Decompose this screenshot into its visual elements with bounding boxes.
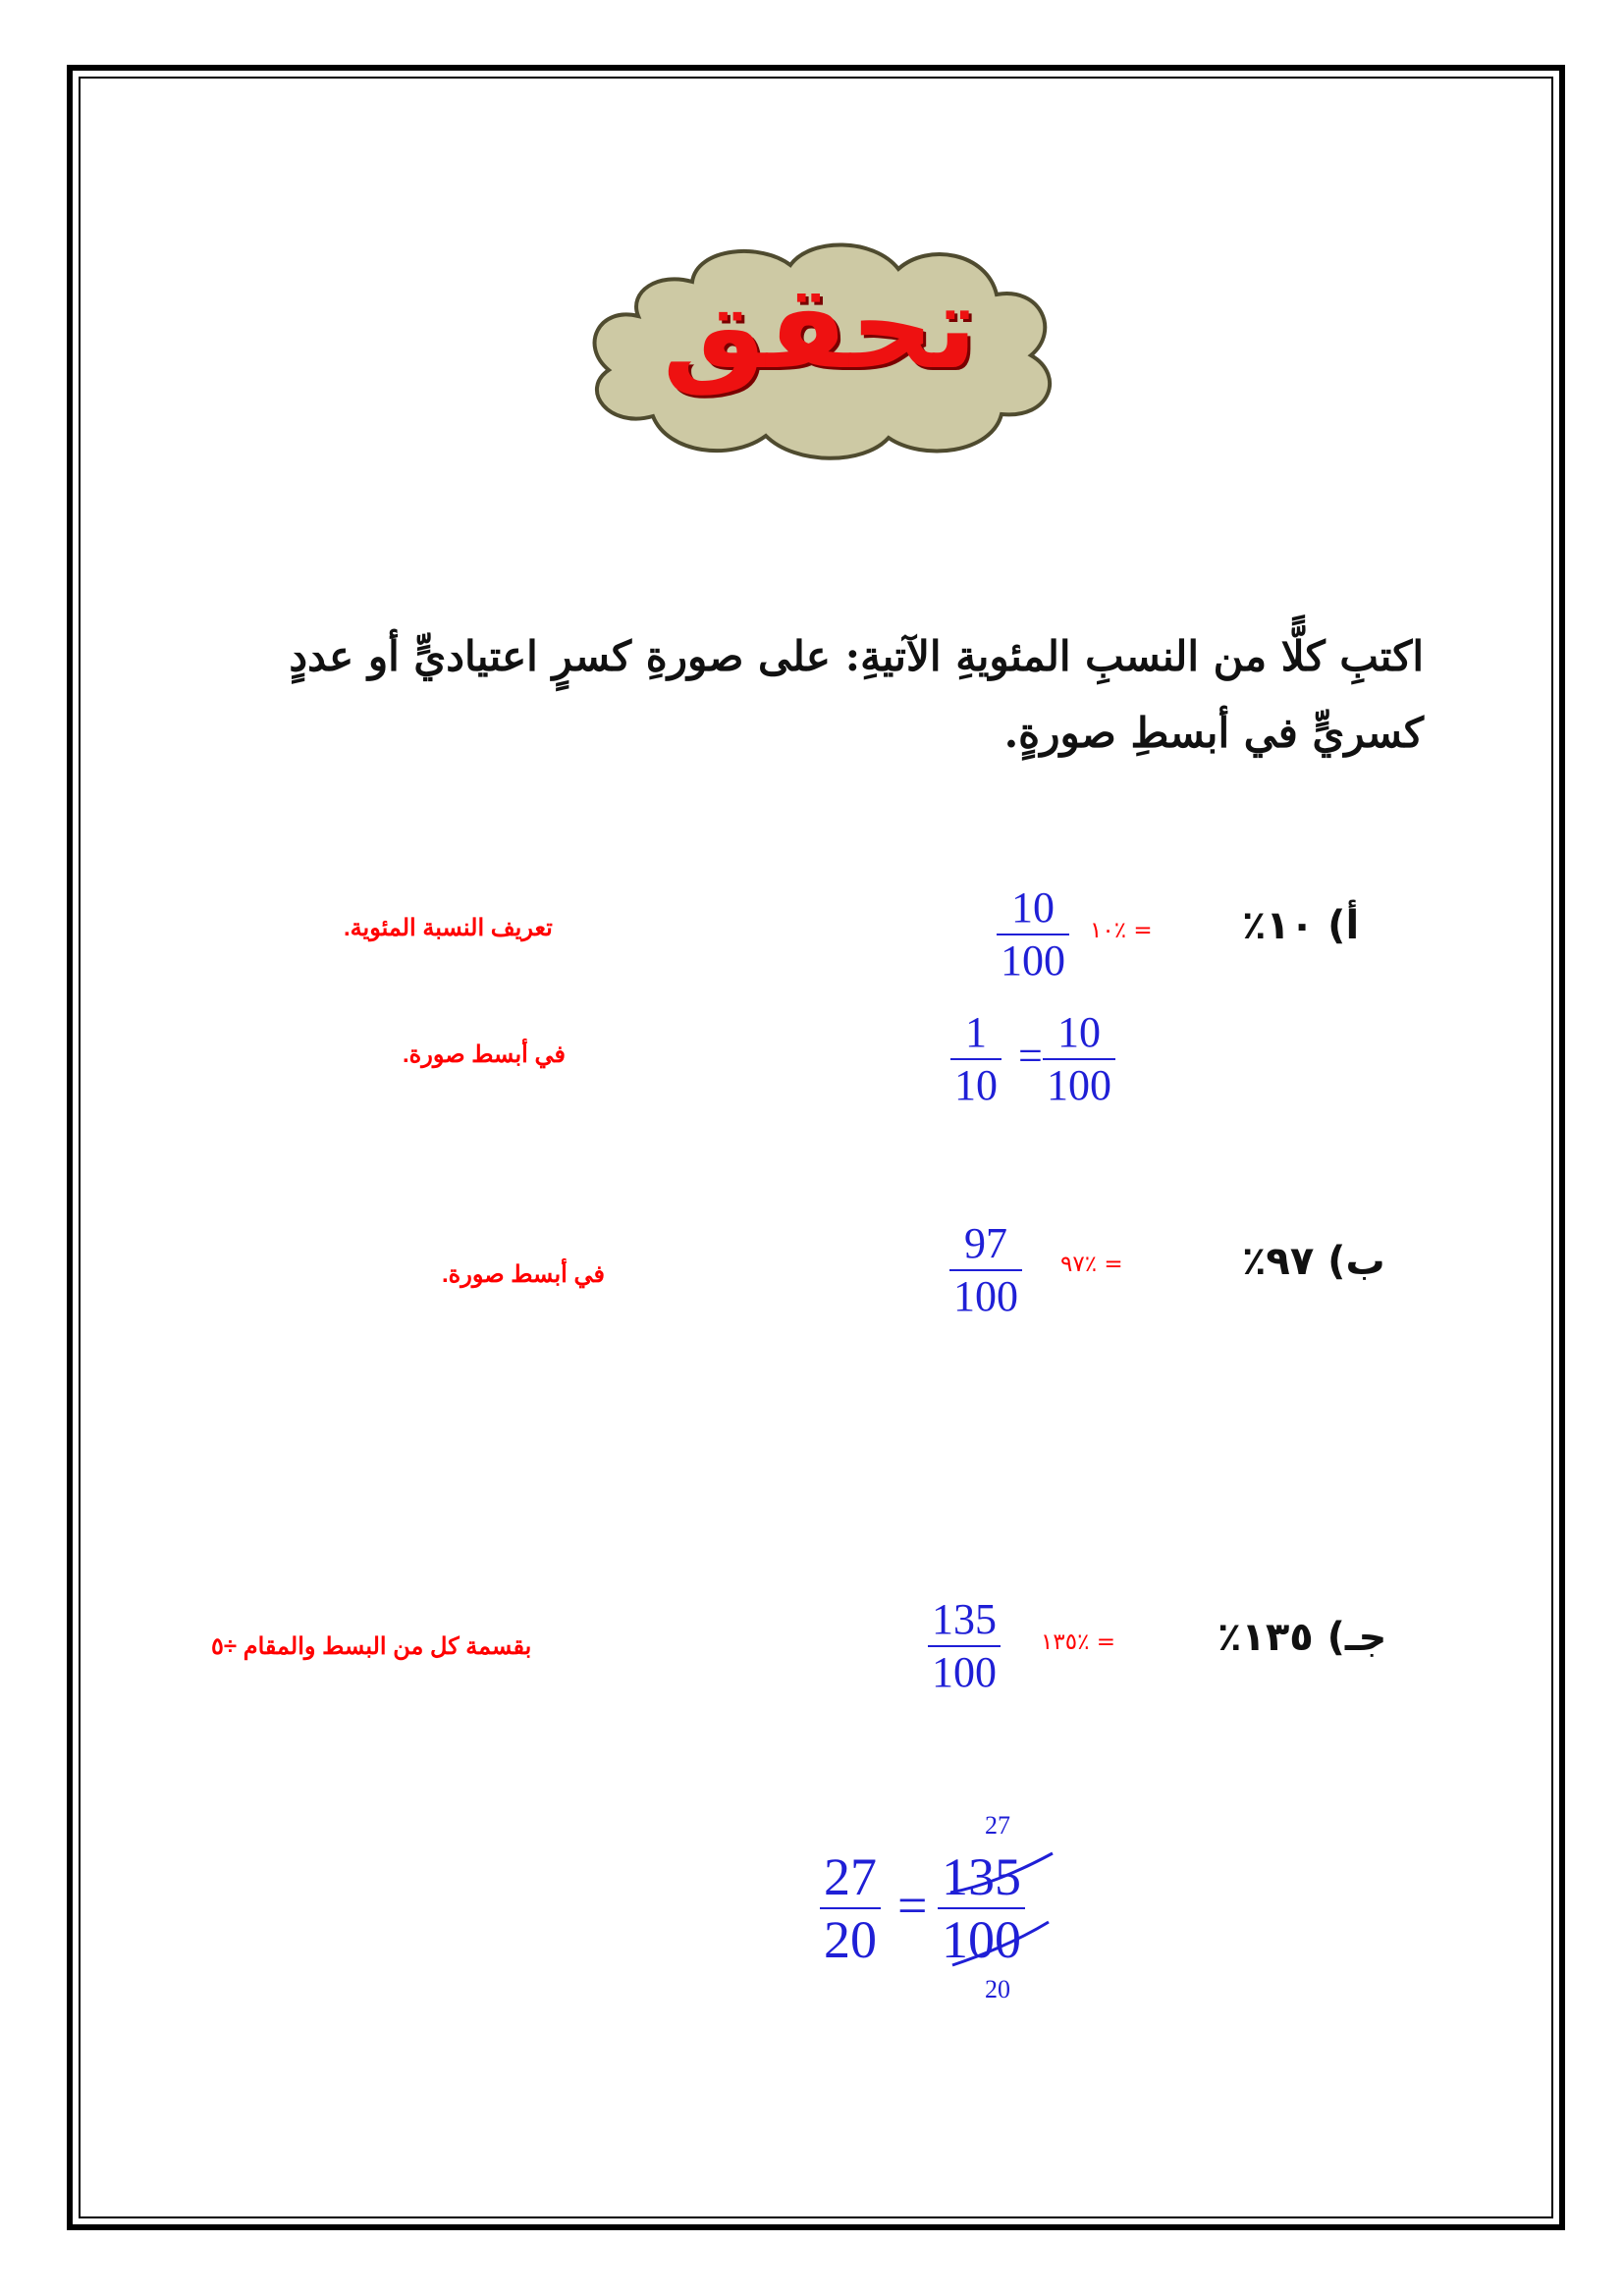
denominator: 100	[953, 1272, 1018, 1320]
denominator: 20	[824, 1910, 877, 1969]
problem-b-percent: ٩٧٪ =	[1060, 1252, 1123, 1277]
denominator: 100	[932, 1648, 997, 1696]
problem-b-fraction	[949, 1219, 1022, 1320]
problem-a-original	[1043, 1008, 1115, 1109]
problem-a-note-2: في أبسط صورة.	[403, 1041, 566, 1068]
fraction-bar	[949, 1269, 1022, 1271]
problem-a-label: أ) ١٠٪	[1242, 903, 1360, 948]
numerator: 135	[932, 1595, 997, 1643]
numerator: 135	[942, 1847, 1021, 1906]
problem-c-note: بقسمة كل من البسط والمقام ÷٥	[211, 1633, 532, 1660]
fraction-bar	[950, 1058, 1001, 1060]
numerator: 10	[1057, 1008, 1101, 1056]
problem-a-fraction	[997, 883, 1069, 985]
equals-sign: =	[1018, 1032, 1043, 1080]
denominator: 100	[1047, 1061, 1111, 1109]
problem-c-label: جـ) ١٣٥٪	[1218, 1615, 1387, 1660]
fraction-bar	[928, 1645, 1001, 1647]
fraction-bar	[820, 1907, 881, 1909]
reduced-denominator: 20	[985, 1975, 1010, 2003]
denominator: 100	[1001, 936, 1065, 985]
problem-a-simplified	[950, 1008, 1001, 1109]
instruction-text: اكتبِ كلًّا من النسبِ المئويةِ الآتيةِ: على صورةِ كسرٍ اعتياديٍّ أو عددٍ كسريٍّ في أبسطِ صورةٍ.	[289, 632, 1424, 757]
title-cloud	[569, 208, 1070, 471]
numerator: 97	[964, 1219, 1007, 1267]
numerator: 1	[965, 1008, 987, 1056]
fraction-bar	[997, 934, 1069, 935]
problem-b-label: ب) ٩٧٪	[1242, 1239, 1385, 1284]
denominator: 100	[942, 1910, 1021, 1969]
page-title: تحقق	[662, 259, 978, 395]
problem-b-note: في أبسط صورة.	[442, 1261, 605, 1288]
problem-c-fraction	[928, 1595, 1001, 1696]
problem-c-percent: ١٣٥٪ =	[1041, 1629, 1115, 1655]
problem-a-percent: ١٠٪ =	[1090, 918, 1153, 943]
numerator: 10	[1011, 883, 1055, 932]
denominator: 10	[954, 1061, 998, 1109]
problem-c-result	[820, 1847, 881, 1969]
equals-sign: =	[897, 1876, 928, 1935]
numerator: 27	[824, 1847, 877, 1906]
problem-a-note: تعريف النسبة المئوية.	[344, 915, 553, 941]
fraction-bar	[1043, 1058, 1115, 1060]
cancel-strokes-icon	[943, 1845, 1060, 1973]
reduced-numerator: 27	[985, 1811, 1010, 1840]
